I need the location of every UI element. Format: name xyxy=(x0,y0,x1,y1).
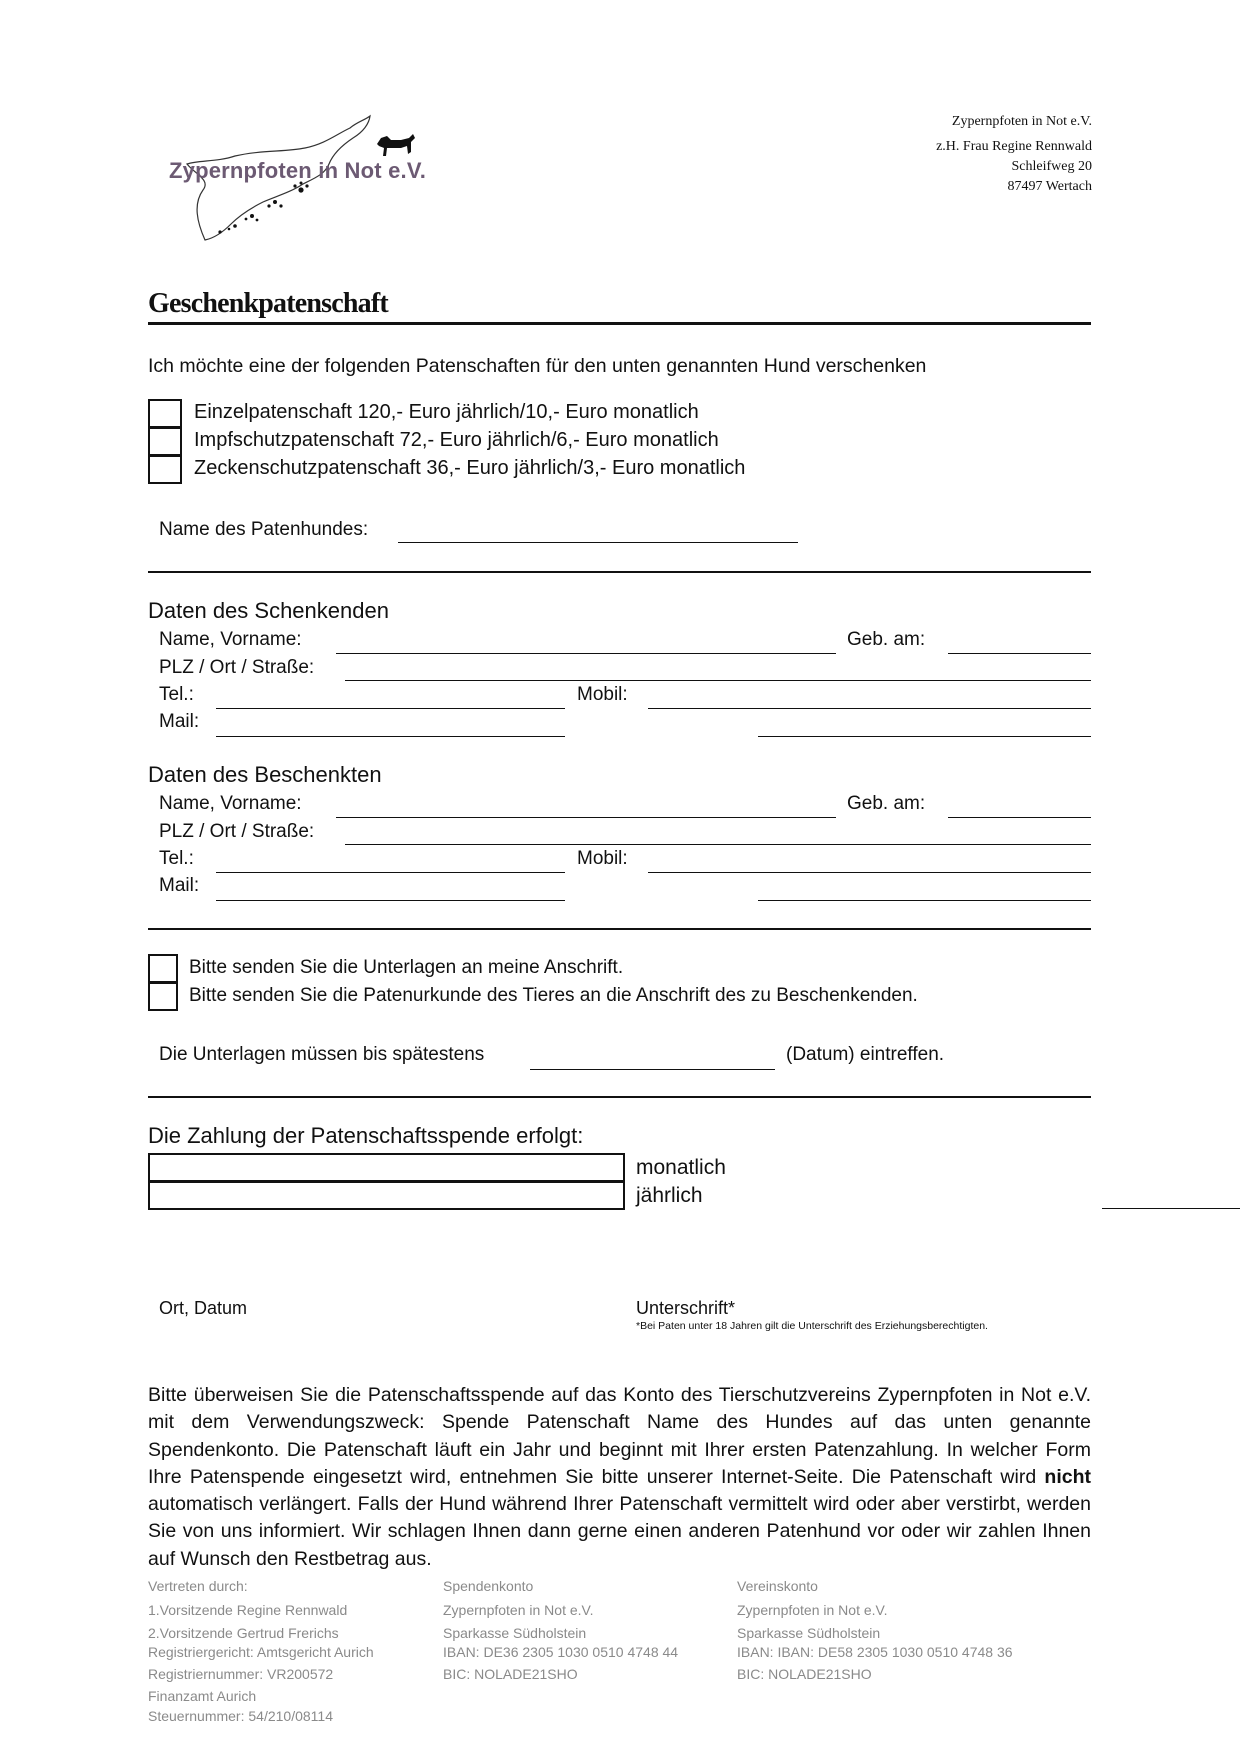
footer-col1-line-2: 1.Vorsitzende Regine Rennwald xyxy=(148,1602,348,1618)
delivery-label-1: Bitte senden Sie die Unterlagen an meine Anschrift. xyxy=(189,957,624,978)
donor-birth-field[interactable] xyxy=(948,653,1091,654)
recipient-mail-field-2[interactable] xyxy=(758,900,1091,901)
donor-heading: Daten des Schenkenden xyxy=(148,598,389,623)
footer-col2-line-1: Spendenkonto xyxy=(443,1578,534,1594)
payment-field-yearly[interactable] xyxy=(148,1181,625,1210)
logo xyxy=(165,112,425,252)
footer-col1-line-7: Steuernummer: 54/210/08114 xyxy=(148,1708,333,1724)
donor-mail-label: Mail: xyxy=(159,711,200,732)
dog-name-label: Name des Patenhundes: xyxy=(159,519,369,540)
option-checkbox-2[interactable] xyxy=(148,427,182,456)
signature-label: Unterschrift* xyxy=(636,1298,736,1318)
info-paragraph-part-2: automatisch verlängert. Falls der Hund während Ihrer Patenschaft vermittelt wird oder aber verstirbt, werden Sie von uns informiert. Wir schlagen Ihnen dann gerne einen anderen Patenhund vor oder wir zahlen Ihnen auf Wunsch den Restbetrag aus. xyxy=(148,1493,1091,1570)
recipient-name-label: Name, Vorname: xyxy=(159,793,302,814)
deadline-suffix: (Datum) eintreffen. xyxy=(786,1044,945,1065)
payment-field-monthly[interactable] xyxy=(148,1153,625,1182)
signature-note: *Bei Paten unter 18 Jahren gilt die Unterschrift des Erziehungsberechtigten. xyxy=(636,1320,988,1332)
donor-address-label: PLZ / Ort / Straße: xyxy=(159,657,315,678)
donor-mobile-label: Mobil: xyxy=(577,684,628,705)
intro-text: Ich möchte eine der folgenden Patenschaften für den unten genannten Hund verschenken xyxy=(148,355,927,377)
footer-col1-line-1: Vertreten durch: xyxy=(148,1578,248,1594)
address-line-2: z.H. Frau Regine Rennwald xyxy=(936,139,1092,154)
footer-col3-line-3: Sparkasse Südholstein xyxy=(737,1625,881,1641)
section-divider-3 xyxy=(148,1096,1091,1098)
footer-col2-line-3: Sparkasse Südholstein xyxy=(443,1625,587,1641)
footer-col3-line-4: IBAN: IBAN: DE58 2305 1030 0510 4748 36 xyxy=(737,1644,1013,1660)
recipient-mail-field[interactable] xyxy=(216,900,565,901)
option-label-3: Zeckenschutzpatenschaft 36,- Euro jährlich/3,- Euro monatlich xyxy=(194,457,746,479)
payment-label-yearly: jährlich xyxy=(636,1184,703,1207)
deadline-label: Die Unterlagen müssen bis spätestens xyxy=(159,1044,485,1065)
footer-col3-line-1: Vereinskonto xyxy=(737,1578,818,1594)
option-checkbox-1[interactable] xyxy=(148,399,182,428)
donor-phone-label: Tel.: xyxy=(159,684,194,705)
recipient-address-field[interactable] xyxy=(345,844,1091,845)
deadline-date-field[interactable] xyxy=(530,1069,775,1070)
footer-col2-line-5: BIC: NOLADE21SHO xyxy=(443,1666,578,1682)
donor-mail-field-2[interactable] xyxy=(758,736,1091,737)
donor-phone-field[interactable] xyxy=(216,708,565,709)
donor-mail-field[interactable] xyxy=(216,736,565,737)
option-label-2: Impfschutzpatenschaft 72,- Euro jährlich/6,- Euro monatlich xyxy=(194,429,719,451)
section-divider-1 xyxy=(148,571,1091,573)
recipient-birth-field[interactable] xyxy=(948,817,1091,818)
donor-name-label: Name, Vorname: xyxy=(159,629,302,650)
footer-col1-line-5: Registriernummer: VR200572 xyxy=(148,1666,334,1682)
title-underline xyxy=(148,322,1091,325)
address-line-4: 87497 Wertach xyxy=(1007,179,1092,194)
recipient-heading: Daten des Beschenkten xyxy=(148,762,382,787)
delivery-label-2: Bitte senden Sie die Patenurkunde des Tieres an die Anschrift des zu Beschenkenden. xyxy=(189,985,918,1006)
margin-stray-line xyxy=(1102,1208,1240,1209)
recipient-mobile-label: Mobil: xyxy=(577,848,628,869)
dog-name-field[interactable] xyxy=(398,542,798,543)
info-paragraph-bold: nicht xyxy=(1044,1465,1091,1488)
recipient-mail-label: Mail: xyxy=(159,875,200,896)
page-title: Geschenkpatenschaft xyxy=(148,288,388,319)
delivery-checkbox-1[interactable] xyxy=(148,954,178,983)
recipient-address-label: PLZ / Ort / Straße: xyxy=(159,821,315,842)
delivery-checkbox-2[interactable] xyxy=(148,982,178,1011)
donor-birth-label: Geb. am: xyxy=(847,629,926,650)
donor-mobile-field[interactable] xyxy=(648,708,1091,709)
footer-col1-line-6: Finanzamt Aurich xyxy=(148,1688,257,1704)
footer-col3-line-5: BIC: NOLADE21SHO xyxy=(737,1666,872,1682)
recipient-name-field[interactable] xyxy=(336,817,836,818)
address-line-3: Schleifweg 20 xyxy=(1011,159,1092,174)
footer-col2-line-4: IBAN: DE36 2305 1030 0510 4748 44 xyxy=(443,1644,679,1660)
footer-col1-line-4: Registriergericht: Amtsgericht Aurich xyxy=(148,1644,374,1660)
logo-text: Zypernpfoten in Not e.V. xyxy=(169,158,427,183)
recipient-birth-label: Geb. am: xyxy=(847,793,926,814)
footer-col3-line-2: Zypernpfoten in Not e.V. xyxy=(737,1602,888,1618)
option-checkbox-3[interactable] xyxy=(148,455,182,484)
recipient-mobile-field[interactable] xyxy=(648,872,1091,873)
option-label-1: Einzelpatenschaft 120,- Euro jährlich/10,- Euro monatlich xyxy=(194,401,699,423)
payment-heading: Die Zahlung der Patenschaftsspende erfolgt: xyxy=(148,1123,584,1148)
section-divider-2 xyxy=(148,928,1091,930)
footer-col1-line-3: 2.Vorsitzende Gertrud Frerichs xyxy=(148,1625,339,1641)
donor-name-field[interactable] xyxy=(336,653,836,654)
place-date-label: Ort, Datum xyxy=(159,1298,248,1318)
address-line-1: Zypernpfoten in Not e.V. xyxy=(951,114,1092,129)
recipient-phone-field[interactable] xyxy=(216,872,565,873)
payment-label-monthly: monatlich xyxy=(636,1156,726,1179)
info-paragraph xyxy=(148,1382,1091,1573)
footer-col2-line-2: Zypernpfoten in Not e.V. xyxy=(443,1602,594,1618)
recipient-phone-label: Tel.: xyxy=(159,848,194,869)
donor-address-field[interactable] xyxy=(345,680,1091,681)
info-paragraph-part-1: Bitte überweisen Sie die Patenschaftsspende auf das Konto des Tierschutzvereins Zypernpfoten in Not e.V. mit dem Verwendungszweck: Spende Patenschaft Name des Hundes auf das unten genannte Spendenkonto. Die Patenschaft läuft ein Jahr und beginnt mit Ihrer ersten Patenzahlung. In welcher Form Ihre Patenspende eingesetzt wird, entnehmen Sie bitte unserer Internet-Seite. Die Patenschaft wird xyxy=(148,1384,1091,1488)
